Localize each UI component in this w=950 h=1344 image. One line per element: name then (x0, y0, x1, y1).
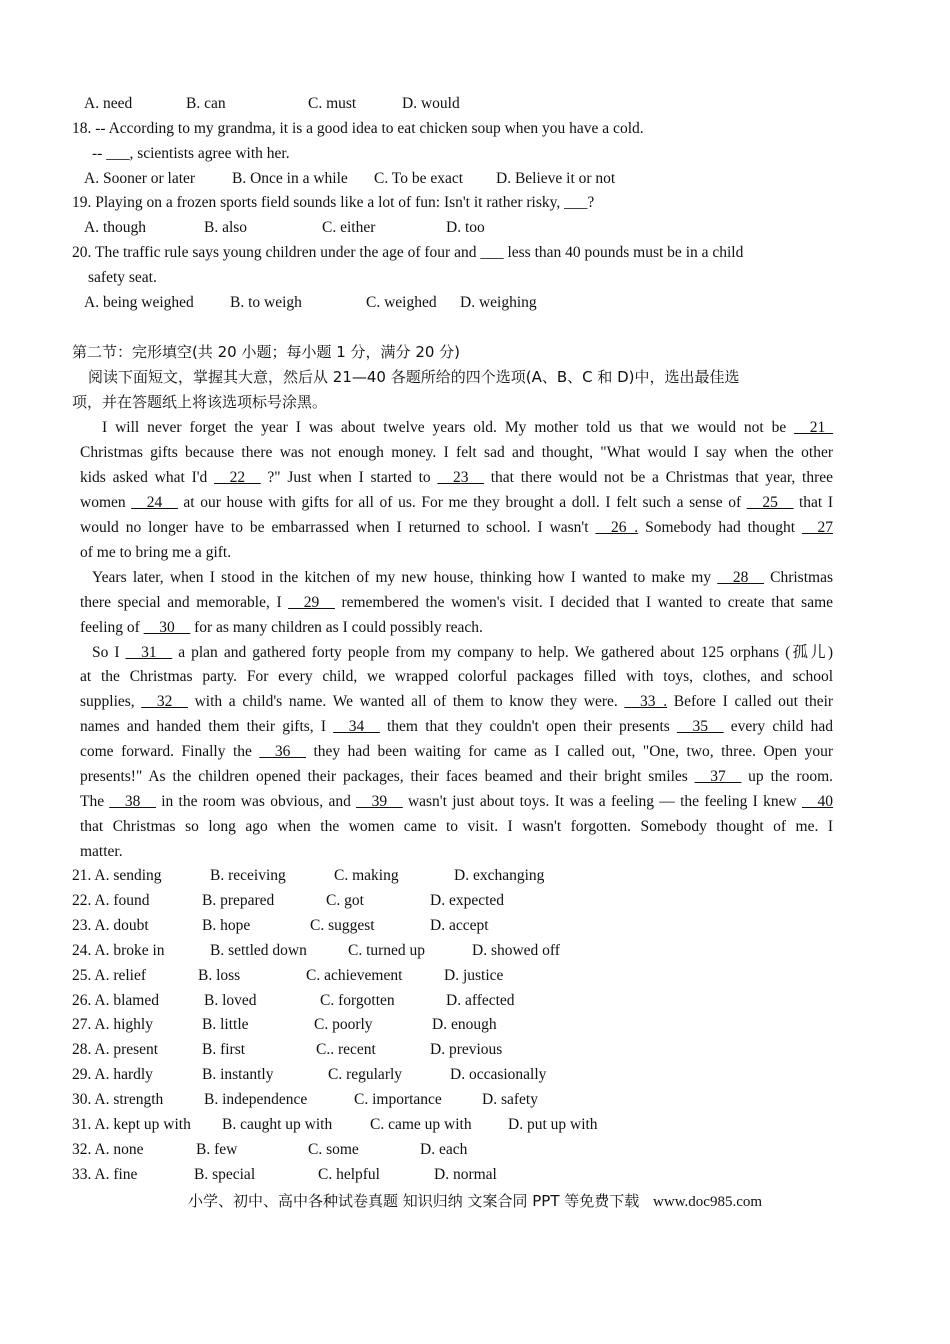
passage-text: for as many children as I could possibly reach. (194, 619, 483, 636)
passage-text: women (80, 494, 126, 511)
q18-stem: 18. -- According to my grandma, it is a good idea to eat chicken soup when you have a cold. (72, 120, 644, 137)
answer-blank: __38__ (109, 793, 156, 810)
q19-stem: 19. Playing on a frozen sports field sounds like a lot of fun: Isn't it rather risky, ___? (72, 194, 595, 211)
option-d: D. Believe it or not (496, 170, 616, 187)
option-c: C.. recent (316, 1041, 376, 1059)
answer-blank: __29__ (288, 594, 335, 611)
answer-blank: __39__ (356, 793, 403, 810)
q18-reply: -- ___, scientists agree with her. (92, 145, 290, 162)
option-c: C. forgotten (320, 991, 395, 1009)
passage-text: Christmas gifts because there was not enough money. I felt sad and thought, "What would I say when the other (80, 444, 833, 461)
option-c: C. importance (354, 1091, 442, 1109)
passage-text: at the Christmas party. For every child, we wrapped colorful packages filled with toys, clothes, and school (80, 668, 833, 685)
option-d: D. weighing (460, 294, 537, 311)
answer-blank: __25__ (746, 494, 794, 511)
option-a: 21. A. sending (72, 867, 162, 884)
passage-line (80, 443, 833, 463)
option-b: B. to weigh (230, 294, 302, 311)
passage-text: names and handed them their gifts, I (80, 718, 327, 735)
passage-line (80, 593, 833, 613)
passage-text: every child had (730, 718, 833, 735)
option-b: B. prepared (202, 891, 275, 909)
option-d: D. too (446, 219, 485, 236)
passage-text: at our house with gifts for all of us. For me they brought a doll. I felt such a sense of (183, 494, 742, 511)
option-a: 24. A. broke in (72, 941, 165, 959)
answer-blank: __33_. (624, 693, 668, 710)
passage-text: they had been waiting for came as I called out, "One, two, three. Open your (313, 743, 833, 760)
option-c: C. some (308, 1140, 359, 1158)
passage-text: there special and memorable, I (80, 594, 282, 611)
option-b: B. receiving (210, 867, 286, 884)
passage-text: that there would not be a Christmas that year, three (490, 469, 834, 486)
passage-line (80, 842, 833, 862)
option-c: C. weighed (366, 294, 437, 311)
option-b: B. few (196, 1140, 238, 1158)
option-c: C. poorly (314, 1016, 373, 1034)
option-b: B. loved (204, 991, 257, 1009)
passage-text: supplies, (80, 693, 135, 710)
passage-text: Years later, when I stood in the kitchen of my new house, thinking how I wanted to make my (92, 569, 712, 586)
option-d: D. occasionally (450, 1066, 547, 1084)
answer-blank: __30__ (143, 619, 191, 636)
option-d: D. previous (430, 1041, 503, 1059)
option-b: B. little (202, 1016, 249, 1034)
option-b: B. hope (202, 916, 251, 934)
passage-text: wasn't just about toys. It was a feeling — the feeling I knew (407, 793, 797, 810)
option-c: C. either (322, 219, 376, 236)
passage-text: matter. (80, 843, 123, 860)
answer-blank: __37__ (694, 768, 742, 785)
option-a: 26. A. blamed (72, 991, 159, 1009)
option-a: 25. A. relief (72, 966, 147, 984)
option-a: A. Sooner or later (84, 170, 196, 187)
option-a: A. though (84, 219, 146, 236)
passage-text: I will never forget the year I was about twelve years old. My mother told us that we would not be (102, 419, 787, 436)
footer-url: www.doc985.com (653, 1194, 763, 1210)
option-c: C. turned up (348, 941, 426, 959)
section-instruction-continued: 项，并在答题纸上将该选项标号涂黑。 (72, 393, 328, 411)
option-a: 30. A. strength (72, 1091, 164, 1109)
passage-line (80, 817, 833, 837)
passage-text: would no longer have to be embarrassed when I returned to school. I wasn't (80, 519, 589, 536)
passage-line (102, 418, 833, 438)
option-d: D. exchanging (454, 867, 545, 884)
option-a: A. being weighed (84, 294, 194, 311)
passage-line (80, 468, 833, 488)
section-heading: 第二节：完形填空(共 20 小题；每小题 1 分，满分 20 分) (72, 343, 461, 361)
answer-blank: __26_. (595, 519, 639, 536)
option-a: 29. A. hardly (72, 1066, 153, 1084)
passage-line (80, 692, 833, 712)
q20-stem: 20. The traffic rule says young children under the age of four and ___ less than 40 pounds must be in a child (72, 244, 744, 261)
option-c: C. making (334, 867, 399, 884)
passage-text: ?" Just when I started to (267, 469, 431, 486)
option-b: B. instantly (202, 1066, 274, 1084)
passage-text: The (80, 793, 105, 810)
page-footer (0, 1190, 950, 1211)
option-d: D. enough (432, 1016, 497, 1034)
passage-text: Somebody had thought (645, 519, 796, 536)
footer-text: 小学、初中、高中各种试卷真题 知识归纳 文案合同 PPT 等免费下载 (187, 1192, 640, 1210)
option-d: D. justice (444, 966, 504, 984)
passage-text: of me to bring me a gift. (80, 544, 232, 561)
option-a: 22. A. found (72, 891, 150, 909)
passage-line (80, 717, 833, 737)
option-c: C. must (308, 95, 357, 112)
passage-text: Before I called out their (673, 693, 834, 710)
passage-line (80, 792, 833, 812)
passage-line (80, 618, 833, 638)
option-d: D. expected (430, 891, 505, 909)
answer-blank: __22__ (214, 469, 261, 486)
option-c: C. suggest (310, 916, 375, 934)
passage-line (80, 493, 833, 513)
answer-blank: __40 (801, 793, 833, 810)
answer-blank: __35__ (677, 718, 724, 735)
option-b: B. Once in a while (232, 170, 348, 187)
option-a: 31. A. kept up with (72, 1116, 191, 1133)
option-d: D. normal (434, 1165, 497, 1183)
answer-blank: __34__ (333, 718, 380, 735)
option-d: D. affected (446, 991, 515, 1009)
answer-blank: __28__ (717, 569, 764, 586)
option-d: D. would (402, 95, 460, 112)
option-a: 27. A. highly (72, 1016, 153, 1034)
passage-line (80, 742, 833, 762)
option-c: C. got (326, 891, 364, 909)
option-d: D. each (420, 1140, 468, 1158)
passage-text: with a child's name. We wanted all of them to know they were. (194, 693, 618, 710)
option-b: B. can (186, 95, 226, 112)
passage-line (80, 767, 833, 787)
option-a: 28. A. present (72, 1041, 159, 1059)
option-b: B. special (194, 1165, 256, 1183)
option-a: 23. A. doubt (72, 916, 149, 934)
passage-line (80, 543, 833, 563)
passage-line (92, 643, 833, 663)
answer-blank: __27 (802, 519, 833, 536)
option-b: B. settled down (210, 941, 307, 959)
passage-text: presents!" As the children opened their packages, their faces beamed and their bright smiles (80, 768, 688, 785)
option-c: C. regularly (328, 1066, 403, 1084)
passage-text: kids asked what I'd (80, 469, 208, 486)
passage-text: that I (798, 494, 834, 511)
option-c: C. To be exact (374, 170, 464, 187)
option-d: D. safety (482, 1091, 538, 1109)
passage-text: So I (92, 644, 120, 661)
option-c: C. helpful (318, 1165, 380, 1183)
passage-text: feeling of (80, 619, 140, 636)
answer-blank: __36__ (259, 743, 306, 760)
option-a: 33. A. fine (72, 1165, 138, 1183)
answer-blank: __24__ (131, 494, 178, 511)
option-d: D. showed off (472, 941, 560, 959)
passage-line (80, 667, 833, 687)
passage-text: remembered the women's visit. I decided that I wanted to create that same (341, 594, 834, 611)
option-a: A. need (84, 95, 133, 112)
passage-text: them that they couldn't open their presents (386, 718, 670, 735)
option-b: B. independence (204, 1091, 308, 1109)
q20-stem-continued: safety seat. (88, 269, 157, 286)
section-instruction: 阅读下面短文，掌握其大意，然后从 21—40 各题所给的四个选项(A、B、C 和 D)中，选出最佳选 (88, 368, 740, 386)
answer-blank: __31__ (125, 644, 173, 661)
passage-text: Christmas (770, 569, 833, 586)
passage-text: in the room was obvious, and (161, 793, 351, 810)
passage-text: that Christmas so long ago when the women came to visit. I wasn't forgotten. Somebody thought of me. I (80, 818, 833, 835)
option-c: C. achievement (306, 966, 403, 984)
passage-line (80, 518, 833, 538)
passage-text: up the room. (748, 768, 833, 785)
passage-line (92, 568, 833, 588)
option-b: B. first (202, 1041, 246, 1059)
option-b: B. loss (198, 966, 241, 984)
passage-text: a plan and gathered forty people from my company to help. We gathered about 125 orphans (孤儿) (178, 644, 833, 661)
option-d: D. accept (430, 916, 489, 934)
option-c: C. came up with (370, 1116, 472, 1133)
option-b: B. caught up with (222, 1116, 333, 1133)
answer-blank: __32__ (141, 693, 188, 710)
answer-blank: __23__ (437, 469, 484, 486)
option-b: B. also (204, 219, 248, 236)
passage-text: come forward. Finally the (80, 743, 252, 760)
option-d: D. put up with (508, 1116, 598, 1133)
answer-blank: __21_ (794, 419, 833, 436)
option-a: 32. A. none (72, 1140, 144, 1158)
